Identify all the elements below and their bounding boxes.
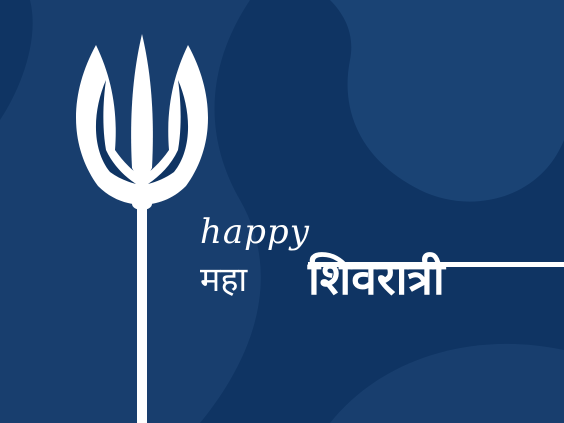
happy-text: happy <box>200 212 310 252</box>
shivratri-text: शिवरात्री <box>308 251 445 305</box>
maha-text: महा <box>200 260 248 300</box>
